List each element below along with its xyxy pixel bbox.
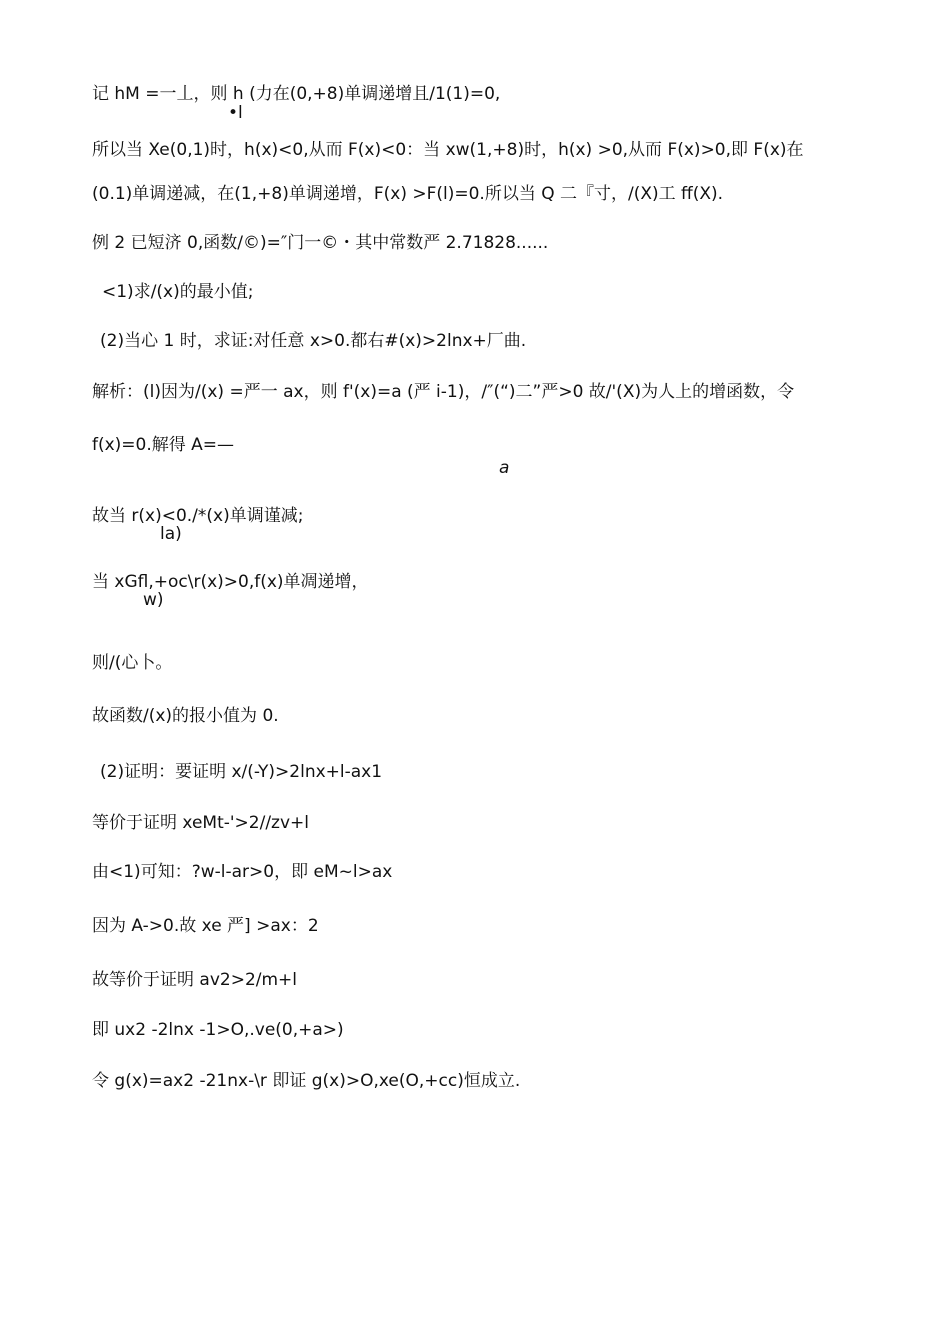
fragment-la: la) [160,524,182,544]
text-line-15: 由<1)可知：?w-l-ar>0，即 eM~l>ax [92,862,393,882]
text-line-2: 所以当 Xe(0,1)时，h(x)<0,从而 F(x)<0：当 xw(1,+8)时，h(x) >0,从而 F(x)>0,即 F(x)在 [92,140,804,160]
fragment-w: w) [143,590,164,610]
text-line-13: (2)证明：要证明 x/(-Y)>2lnx+l-ax1 [100,762,383,782]
text-line-3: (0.1)单调递减，在(1,+8)单调递增，F(x) >F(l)=0.所以当 Q 二『寸，/(X)工 ff(X). [92,184,724,204]
text-line-10: 当 xGfl,+oc\r(x)>0,f(x)单凋递增， [92,572,369,592]
text-line-9: 故当 r(x)<0./*(x)单调谨减; [92,506,304,526]
text-line-4: 例 2 已短济 0,函数/©)=″门一©・其中常数严 2.71828...... [92,233,549,253]
text-line-19: 令 g(x)=ax2 -21nx-\r 即证 g(x)>O,xe(O,+cc)恒成立. [92,1071,521,1091]
text-line-16: 因为 A->0.故 xe 严] >ax：2 [92,916,319,936]
text-line-18: 即 ux2 -2lnx -1>O,.ve(0,+a>) [92,1020,344,1040]
text-line-5: <1)求/(x)的最小值; [102,282,254,302]
text-line-6: (2)当心 1 时，求证:对任意 x>0.都右#(x)>2lnx+厂曲. [100,331,527,351]
fragment-dot-l: •l [228,103,243,123]
text-line-1: 记 hM =一丄，则 h (力在(0,+8)单调递增且/1(1)=0, [92,84,501,104]
text-line-11: 则/(心卜。 [92,653,173,673]
text-line-8: f(x)=0.解得 A=— [92,435,235,455]
fragment-a: a [499,458,510,478]
text-line-14: 等价于证明 xeMt-'>2//zv+l [92,813,310,833]
text-line-17: 故等价于证明 av2>2/m+l [92,970,298,990]
text-line-12: 故函数/(x)的报小值为 0. [92,706,279,726]
text-line-7: 解析：(l)因为/(x) =严一 ax，则 f'(x)=a (严 i-1)，/″(“)二”严>0 故/'(X)为人上的增函数，令 [92,382,795,402]
